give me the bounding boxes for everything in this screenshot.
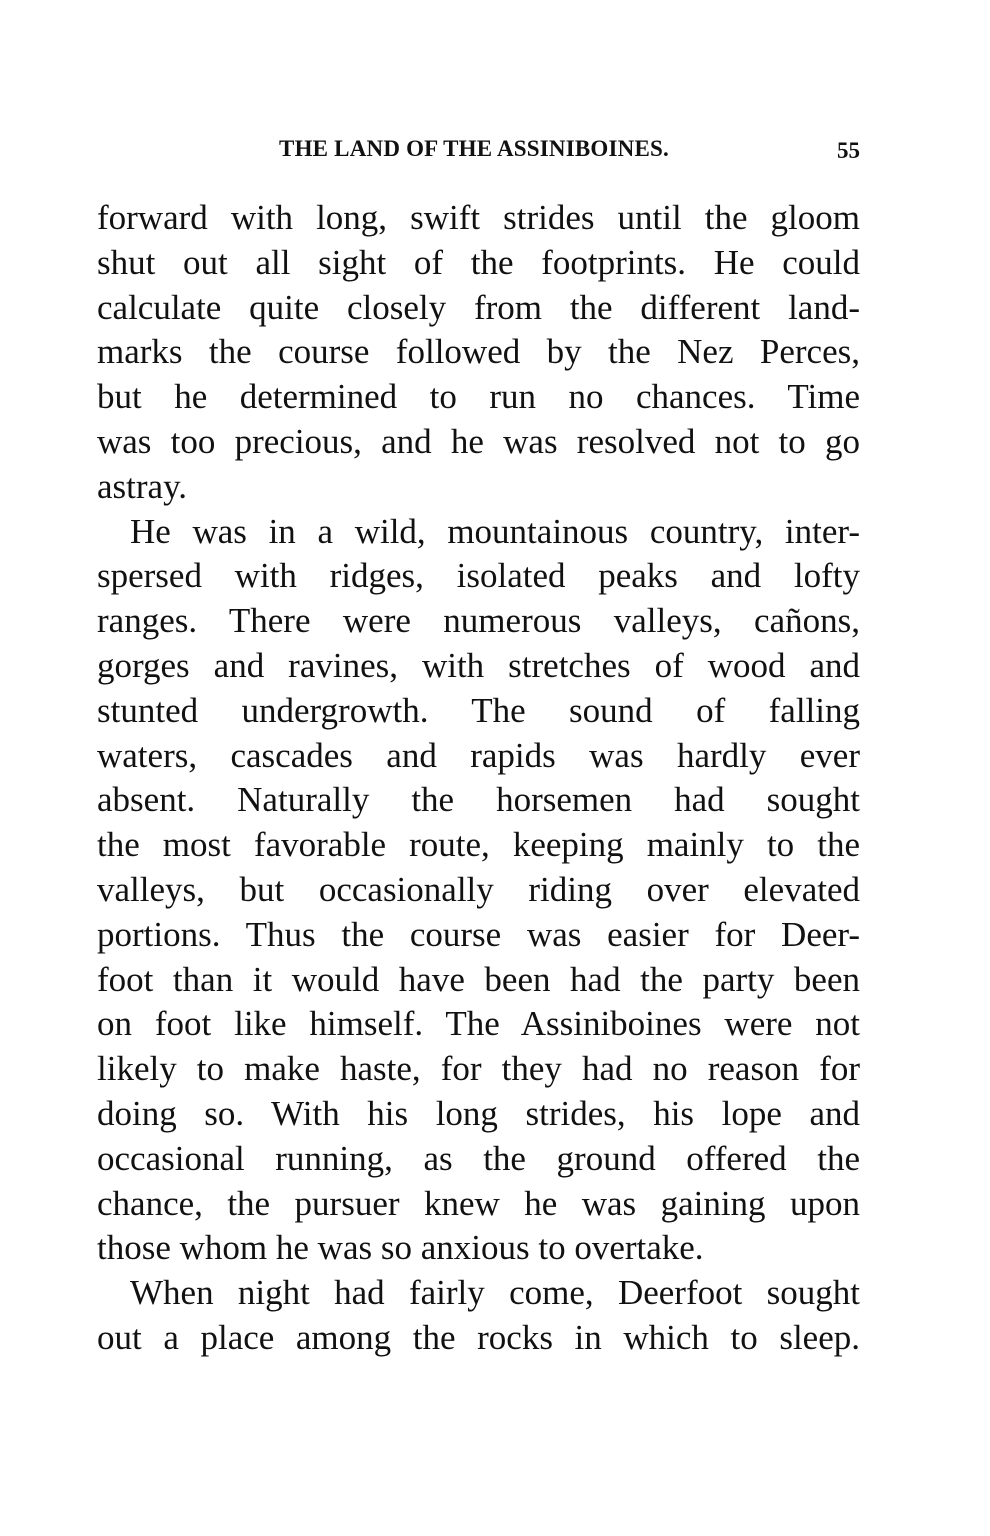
text-line: When night had fairly come, Deerfoot sought: [130, 1273, 860, 1313]
text-line: portions. Thus the course was easier for Deer-: [97, 914, 860, 954]
text-line: on foot like himself. The Assiniboines were not: [97, 1004, 860, 1044]
page-number: 55: [837, 138, 860, 163]
text-line: likely to make haste, for they had no reason for: [97, 1049, 860, 1089]
text-line: gorges and ravines, with stretches of wood and: [97, 645, 860, 685]
text-line: occasional running, as the ground offered the: [97, 1138, 860, 1178]
text-line: forward with long, swift strides until the gloom: [97, 198, 860, 237]
text-line: stunted undergrowth. The sound of falling: [97, 690, 860, 730]
text-line: valleys, but occasionally riding over elevated: [97, 869, 860, 909]
text-line: out a place among the rocks in which to sleep.: [97, 1317, 860, 1357]
text-line: astray.: [97, 466, 188, 506]
text-line: foot than it would have been had the party been: [97, 959, 860, 999]
text-line: He was in a wild, mountainous country, inter-: [130, 511, 860, 551]
body-text: [97, 196, 860, 1361]
text-line: the most favorable route, keeping mainly to the: [97, 825, 860, 865]
text-line: ranges. There were numerous valleys, cañons,: [97, 601, 860, 641]
text-line: waters, cascades and rapids was hardly ever: [97, 735, 860, 775]
text-line: but he determined to run no chances. Time: [97, 377, 860, 417]
text-line: was too precious, and he was resolved not to go: [97, 421, 860, 461]
page-header: [97, 134, 860, 166]
text-line: doing so. With his long strides, his lope and: [97, 1093, 860, 1133]
text-line: shut out all sight of the footprints. He could: [97, 242, 860, 282]
text-line: chance, the pursuer knew he was gaining upon: [97, 1183, 860, 1223]
running-title: THE LAND OF THE ASSINIBOINES.: [279, 136, 669, 161]
text-line: those whom he was so anxious to overtake.: [97, 1228, 704, 1268]
text-line: marks the course followed by the Nez Perces,: [97, 332, 860, 372]
text-line: spersed with ridges, isolated peaks and lofty: [97, 556, 860, 596]
text-line: calculate quite closely from the different land-: [97, 287, 860, 327]
text-line: absent. Naturally the horsemen had sought: [97, 780, 860, 820]
